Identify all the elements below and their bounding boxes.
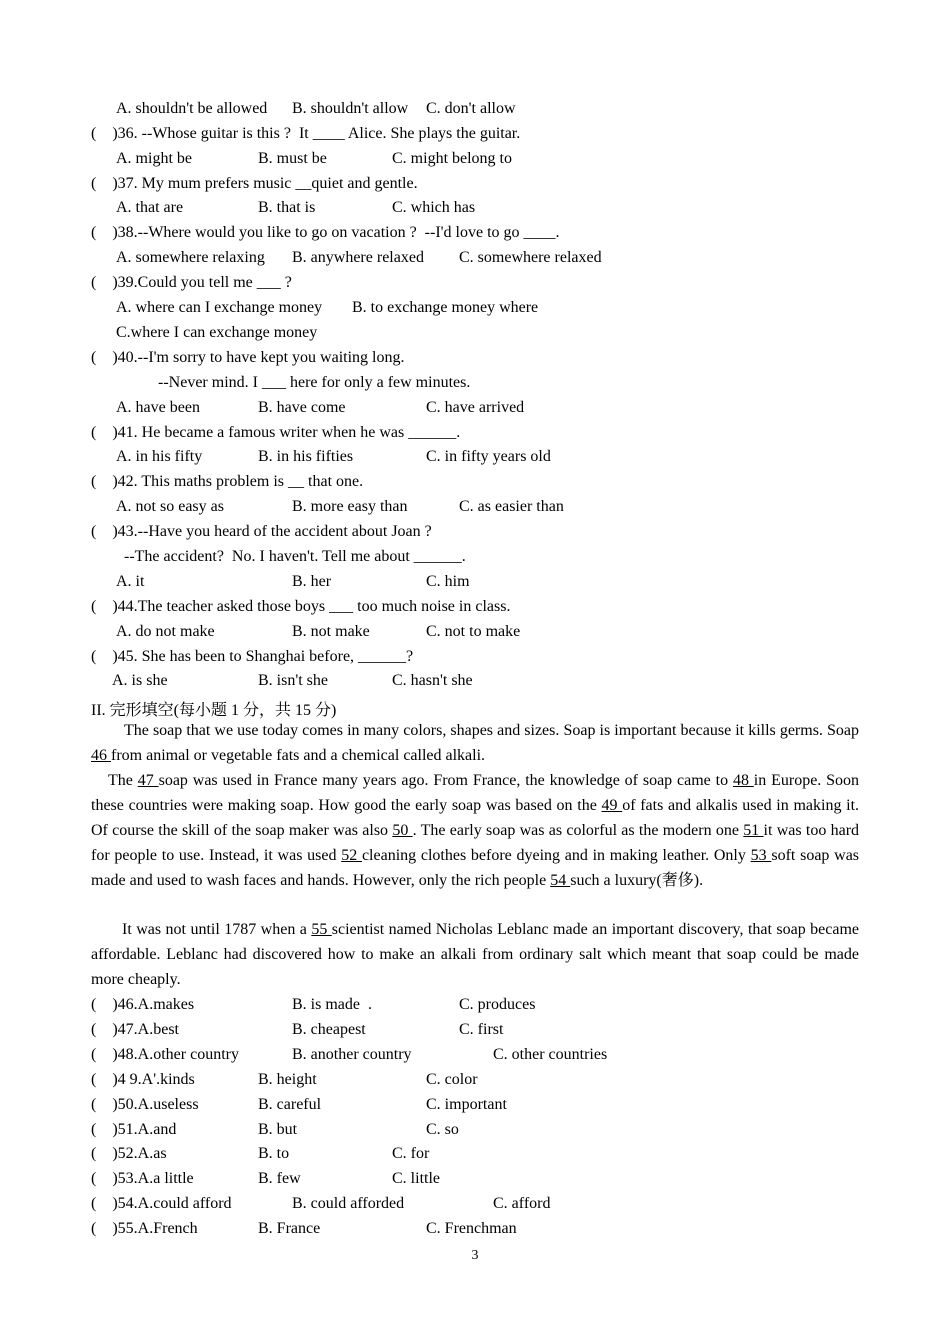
q38-option-b: B. anywhere relaxed xyxy=(292,249,424,266)
q42-option-c: C. as easier than xyxy=(459,498,564,515)
cloze-47-option-b: B. cheapest xyxy=(292,1021,366,1038)
cloze-46-option-b: B. is made . xyxy=(292,996,372,1013)
q36-option-a: A. might be xyxy=(116,150,192,167)
blank-48: 48 xyxy=(732,772,754,789)
q40-option-c: C. have arrived xyxy=(426,399,525,416)
cloze-48-option-c: C. other countries xyxy=(493,1046,608,1063)
q41-stem: ( )41. He became a famous writer when he was ______. xyxy=(91,424,461,441)
blank-47: 47 xyxy=(137,772,159,789)
q37-option-b: B. that is xyxy=(258,199,316,216)
q36-option-b: B. must be xyxy=(258,150,327,167)
q40-stem: ( )40.--I'm sorry to have kept you waiting long. xyxy=(91,349,405,366)
q35-option-a: A. shouldn't be allowed xyxy=(116,100,268,117)
cloze-55-option-c: C. Frenchman xyxy=(426,1220,517,1237)
cloze-50-option-c: C. important xyxy=(426,1096,507,1113)
blank-53: 53 xyxy=(750,846,772,864)
cloze-54-option-b: B. could afforded xyxy=(292,1195,405,1212)
cloze-46-number-a: ( )46.A.makes xyxy=(91,996,195,1013)
blank-51: 51 xyxy=(743,821,764,839)
cloze-53-option-b: B. few xyxy=(258,1170,301,1187)
cloze-48-number-a: ( )48.A.other country xyxy=(91,1046,239,1063)
q39-stem: ( )39.Could you tell me ___ ? xyxy=(91,274,292,291)
q40-option-a: A. have been xyxy=(116,399,200,416)
q36-option-c: C. might belong to xyxy=(392,150,512,167)
cloze-48-option-b: B. another country xyxy=(292,1046,412,1063)
q45-stem: ( )45. She has been to Shanghai before, ______? xyxy=(91,648,414,665)
q41-option-c: C. in fifty years old xyxy=(426,448,551,465)
q45-option-b: B. isn't she xyxy=(258,672,328,689)
q45-option-c: C. hasn't she xyxy=(392,672,473,689)
cloze-55-number-a: ( )55.A.French xyxy=(91,1220,198,1237)
q43-option-c: C. him xyxy=(426,573,470,590)
q39-option-a: A. where can I exchange money xyxy=(116,299,323,316)
q35-option-c: C. don't allow xyxy=(426,100,516,117)
q43-reply: --The accident? No. I haven't. Tell me about ______. xyxy=(124,548,466,565)
q40-option-b: B. have come xyxy=(258,399,346,416)
q36-stem: ( )36. --Whose guitar is this ? It ____ Alice. She plays the guitar. xyxy=(91,125,521,142)
blank-50: 50 xyxy=(392,821,413,839)
blank-52: 52 xyxy=(341,846,362,864)
cloze-50-option-b: B. careful xyxy=(258,1096,322,1113)
cloze-51-option-b: B. but xyxy=(258,1121,298,1138)
cloze-55-option-b: B. France xyxy=(258,1220,321,1237)
q40-reply: --Never mind. I ___ here for only a few minutes. xyxy=(158,374,471,391)
passage-paragraph-1: The soap that we use today comes in many colors, shapes and sizes. Soap is important because it kills germs. Soap 46 from animal or vegetable fats and a chemical called alkali. xyxy=(91,722,859,764)
cloze-50-number-a: ( )50.A.useless xyxy=(91,1096,199,1113)
cloze-51-number-a: ( )51.A.and xyxy=(91,1121,177,1138)
section-heading: II. 完形填空(每小题 1 分，共 15 分) xyxy=(91,702,337,719)
q42-option-b: B. more easy than xyxy=(292,498,408,515)
q37-option-a: A. that are xyxy=(116,199,184,216)
cloze-46-option-c: C. produces xyxy=(459,996,536,1013)
cloze-54-number-a: ( )54.A.could afford xyxy=(91,1195,232,1212)
q44-option-a: A. do not make xyxy=(116,623,215,640)
cloze-49-number-a: ( )4 9.A'.kinds xyxy=(91,1071,195,1088)
cloze-47-number-a: ( )47.A.best xyxy=(91,1021,179,1038)
cloze-52-number-a: ( )52.A.as xyxy=(91,1145,167,1162)
q45-option-a: A. is she xyxy=(112,672,168,689)
page-number: 3 xyxy=(471,1248,479,1263)
cloze-49-option-b: B. height xyxy=(258,1071,317,1088)
q43-option-a: A. it xyxy=(116,573,145,590)
q38-option-c: C. somewhere relaxed xyxy=(459,249,602,266)
q43-stem: ( )43.--Have you heard of the accident about Joan ? xyxy=(91,523,432,540)
cloze-51-option-c: C. so xyxy=(426,1121,459,1138)
blank-55: 55 xyxy=(311,921,332,938)
q39-option-b: B. to exchange money where xyxy=(352,299,539,316)
blank-46: 46 xyxy=(91,746,111,764)
passage-paragraph-2: The 47 soap was used in France many years ago. From France, the knowledge of soap came to 48 in Europe. Soon these countries were making soap. How good the early soap was based on the 49 of fats and alkalis used in making it. Of course the skill of the soap maker was also 50 . The early soap was as colorful as the modern one 51 it was too hard for people to use. Instead, it was used 52 cleaning clothes before dyeing and in making leather. Only 53 soft soap was made and used to wash faces and hands. However, only the rich people 54 such a luxury(奢侈). xyxy=(91,772,860,889)
q44-option-b: B. not make xyxy=(292,623,370,640)
q42-stem: ( )42. This maths problem is __ that one. xyxy=(91,473,364,490)
q42-option-a: A. not so easy as xyxy=(116,498,224,515)
cloze-49-option-c: C. color xyxy=(426,1071,478,1088)
q38-option-a: A. somewhere relaxing xyxy=(116,249,265,266)
cloze-53-number-a: ( )53.A.a little xyxy=(91,1170,194,1187)
cloze-47-option-c: C. first xyxy=(459,1021,504,1038)
q44-stem: ( )44.The teacher asked those boys ___ too much noise in class. xyxy=(91,598,511,615)
q37-stem: ( )37. My mum prefers music __quiet and gentle. xyxy=(91,175,418,192)
q37-option-c: C. which has xyxy=(392,199,476,216)
cloze-53-option-c: C. little xyxy=(392,1170,440,1187)
q39-option-c: C.where I can exchange money xyxy=(116,324,318,341)
q43-option-b: B. her xyxy=(292,573,332,590)
q41-option-b: B. in his fifties xyxy=(258,448,354,465)
q35-option-b: B. shouldn't allow xyxy=(292,100,409,117)
q41-option-a: A. in his fifty xyxy=(116,448,203,465)
cloze-52-option-c: C. for xyxy=(392,1145,430,1162)
blank-54: 54 xyxy=(550,871,571,889)
cloze-52-option-b: B. to xyxy=(258,1145,290,1162)
q38-stem: ( )38.--Where would you like to go on vacation ? --I'd love to go ____. xyxy=(91,224,560,241)
q44-option-c: C. not to make xyxy=(426,623,521,640)
passage-paragraph-3: It was not until 1787 when a 55 scientist named Nicholas Leblanc made an important discovery, that soap became affordable. Leblanc had discovered how to make an alkali from ordinary salt which meant that soap could be made more cheaply. xyxy=(91,921,860,988)
blank-49: 49 xyxy=(601,796,623,814)
cloze-54-option-c: C. afford xyxy=(493,1195,551,1212)
